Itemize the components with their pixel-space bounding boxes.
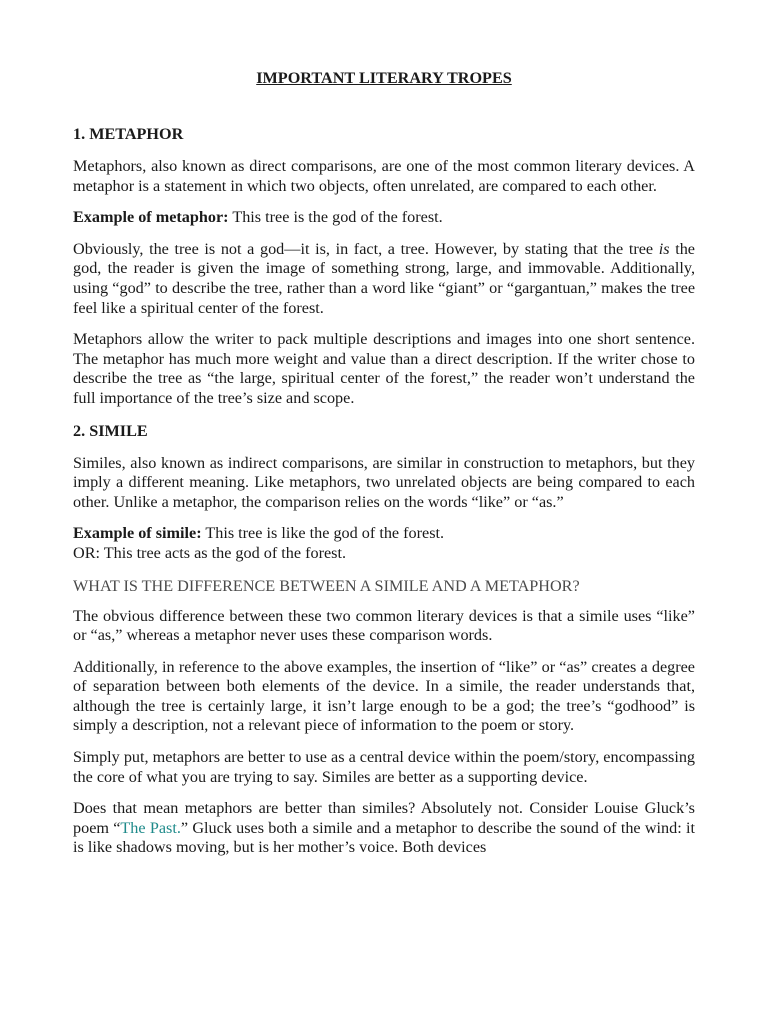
- simile-example: [73, 524, 695, 544]
- section-heading-simile: 2. SIMILE: [73, 421, 148, 440]
- simile-p5-part-a: Does that mean metaphors are better than similes? Absolutely not. Consider Louise Gluck’s poem “: [73, 799, 695, 837]
- metaphor-example: [73, 208, 695, 228]
- simile-p5-part-b: ” Gluck uses both a simile and a metaphor to describe the sound of the wind: it is like shadows moving, but is her mother’s voice. Both devices: [73, 818, 695, 857]
- simile-paragraph-5: [73, 799, 695, 858]
- document-page: [73, 68, 695, 870]
- simile-example-label: Example of simile:: [73, 524, 202, 543]
- metaphor-p2-part-b: the god, the reader is given the image of something strong, large, and immovable. Additionally, using “god” to describe the tree, rather than a word like “giant” or “gargantuan,” makes the tree feel like a spiritual center of the forest.: [73, 239, 695, 317]
- section-heading-metaphor: 1. METAPHOR: [73, 125, 184, 143]
- metaphor-p2-part-a: Obviously, the tree is not a god—it is, in fact, a tree. However, by stating that the tree: [73, 239, 659, 258]
- document-title: IMPORTANT LITERARY TROPES: [256, 69, 512, 87]
- metaphor-example-label: Example of metaphor:: [73, 208, 229, 227]
- difference-subheading: WHAT IS THE DIFFERENCE BETWEEN A SIMILE AND A METAPHOR?: [73, 576, 580, 595]
- simile-example-or: OR: This tree acts as the god of the forest.: [73, 543, 347, 562]
- simile-paragraph-2: The obvious difference between these two common literary devices is that a simile uses “like” or “as,” whereas a metaphor never uses these comparison words.: [73, 606, 695, 645]
- poem-link-the-past[interactable]: The Past.: [120, 818, 181, 837]
- metaphor-paragraph-2: [73, 240, 695, 318]
- metaphor-paragraph-3: Metaphors allow the writer to pack multiple descriptions and images into one short sentence. The metaphor has much more weight and value than a direct description. If the writer chose to describe the tree as “the large, spiritual center of the forest,” the reader won’t understand the full importance of the tree’s size and scope.: [73, 330, 695, 407]
- simile-paragraph-4: Simply put, metaphors are better to use as a central device within the poem/story, encompassing the core of what you are trying to say. Similes are better as a supporting device.: [73, 748, 696, 786]
- simile-paragraph-3: Additionally, in reference to the above examples, the insertion of “like” or “as” creates a degree of separation between both elements of the device. In a simile, the reader understands that, although the tree is certainly large, it isn’t large enough to be a god; the tree’s “godhood” is simply a description, not a relevant piece of information to the poem or story.: [73, 657, 695, 735]
- metaphor-p2-emphasis: is: [658, 239, 670, 258]
- metaphor-paragraph-1: Metaphors, also known as direct comparisons, are one of the most common literary devices. A metaphor is a statement in which two objects, often unrelated, are compared to each other.: [73, 157, 695, 195]
- simile-paragraph-1: Similes, also known as indirect comparisons, are similar in construction to metaphors, but they imply a different meaning. Like metaphors, two unrelated objects are being compared to each other. Unlike a metaphor, the comparison relies on the words “like” or “as.”: [73, 453, 695, 511]
- simile-example-text: This tree is like the god of the forest.: [201, 524, 445, 543]
- metaphor-example-text: This tree is the god of the forest.: [228, 208, 443, 227]
